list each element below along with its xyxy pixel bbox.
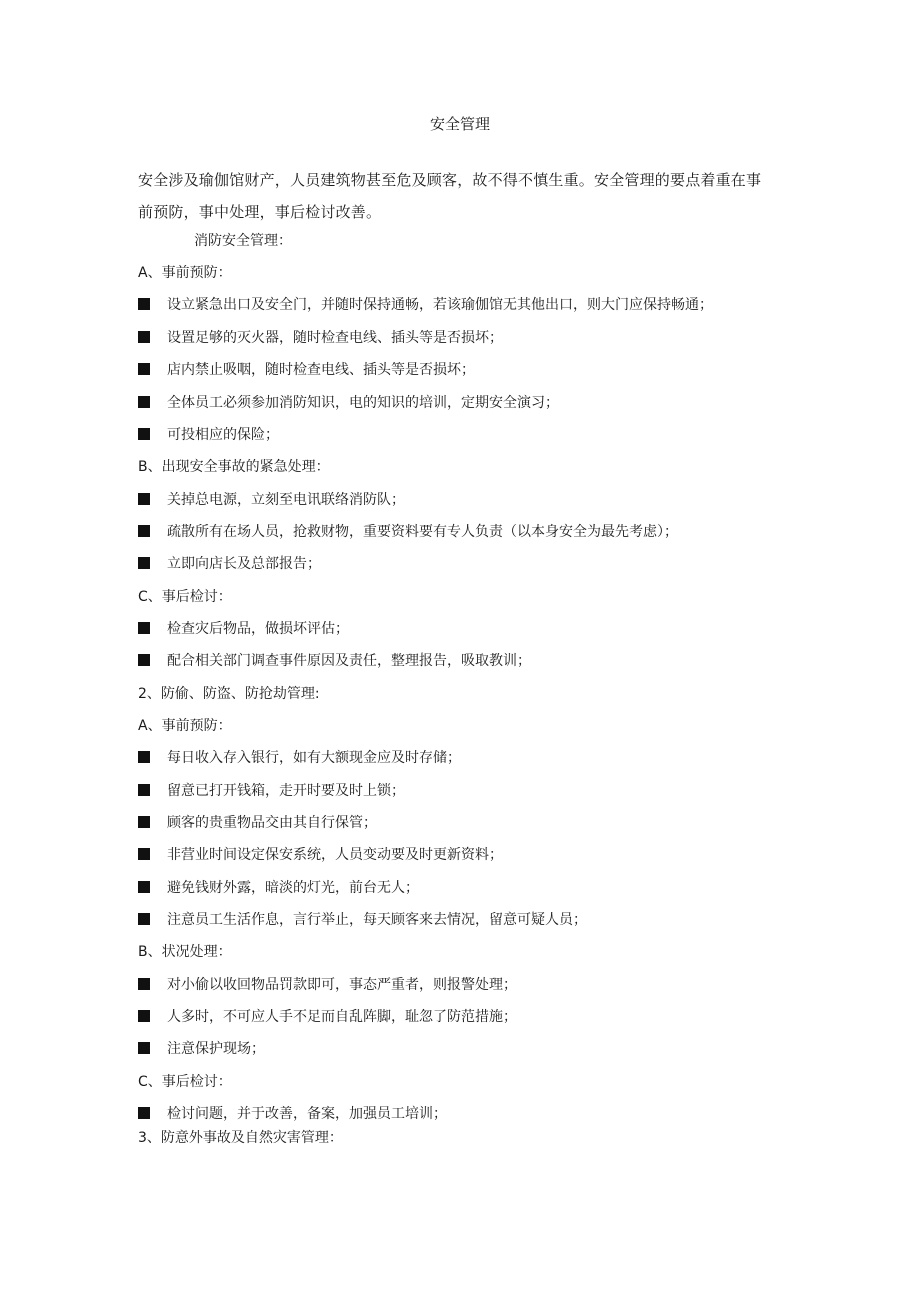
subheading-review: C、事后检讨： bbox=[138, 589, 232, 605]
list-item: 检讨问题，并于改善，备案，加强员工培训； bbox=[138, 1103, 447, 1125]
subheading-emergency: B、出现安全事故的紧急处理： bbox=[138, 459, 330, 475]
list-item: 疏散所有在场人员，抢救财物，重要资料要有专人负责（以本身安全为最先考虑）； bbox=[138, 521, 678, 543]
list-item: 每日收入存入银行，如有大额现金应及时存储； bbox=[138, 747, 461, 769]
list-item: 检查灾后物品，做损坏评估； bbox=[138, 618, 349, 640]
list-item: 非营业时间设定保安系统，人员变动要及时更新资料； bbox=[138, 844, 503, 866]
square-bullet-icon bbox=[138, 654, 150, 666]
square-bullet-icon bbox=[138, 881, 150, 893]
list-item: 立即向店长及总部报告； bbox=[138, 553, 321, 575]
square-bullet-icon bbox=[138, 557, 150, 569]
intro-line: 前预防，事中处理，事后检讨改善。 bbox=[138, 203, 382, 221]
square-bullet-icon bbox=[138, 396, 150, 408]
square-bullet-icon bbox=[138, 493, 150, 505]
list-item: 避免钱财外露，暗淡的灯光，前台无人； bbox=[138, 877, 419, 899]
square-bullet-icon bbox=[138, 848, 150, 860]
square-bullet-icon bbox=[138, 784, 150, 796]
square-bullet-icon bbox=[138, 428, 150, 440]
list-item: 关掉总电源，立刻至电讯联络消防队； bbox=[138, 489, 405, 511]
section-heading-fire: 消防安全管理： bbox=[194, 233, 292, 249]
section-heading-accident: 3、防意外事故及自然灾害管理： bbox=[138, 1130, 343, 1146]
list-item: 顾客的贵重物品交由其自行保管； bbox=[138, 812, 377, 834]
subheading-prevention: A、事前预防： bbox=[138, 265, 232, 281]
square-bullet-icon bbox=[138, 1107, 150, 1119]
list-item: 配合相关部门调查事件原因及责任，整理报告，吸取教训； bbox=[138, 650, 531, 672]
page-title: 安全管理 bbox=[429, 115, 490, 133]
list-item: 留意已打开钱箱，走开时要及时上锁； bbox=[138, 780, 405, 802]
square-bullet-icon bbox=[138, 913, 150, 925]
section-heading-theft: 2、防偷、防盗、防抢劫管理: bbox=[138, 686, 320, 702]
subheading-handling: B、状况处理： bbox=[138, 944, 232, 960]
square-bullet-icon bbox=[138, 1042, 150, 1054]
square-bullet-icon bbox=[138, 363, 150, 375]
subheading-prevention: A、事前预防： bbox=[138, 718, 232, 734]
subheading-review: C、事后检讨： bbox=[138, 1074, 232, 1090]
list-item: 全体员工必须参加消防知识，电的知识的培训，定期安全演习； bbox=[138, 392, 559, 414]
list-item: 人多时，不可应人手不足而自乱阵脚，耻忽了防范措施； bbox=[138, 1006, 517, 1028]
square-bullet-icon bbox=[138, 751, 150, 763]
list-item: 设置足够的灭火器，随时检查电线、插头等是否损坏； bbox=[138, 327, 503, 349]
square-bullet-icon bbox=[138, 978, 150, 990]
list-item: 注意保护现场； bbox=[138, 1038, 265, 1060]
list-item: 店内禁止吸咽，随时检查电线、插头等是否损坏； bbox=[138, 359, 475, 381]
list-item: 可投相应的保险； bbox=[138, 424, 279, 446]
list-item: 注意员工生活作息，言行举止，每天顾客来去情况，留意可疑人员； bbox=[138, 909, 587, 931]
square-bullet-icon bbox=[138, 622, 150, 634]
list-item: 设立紧急出口及安全门，并随时保持通畅，若该瑜伽馆无其他出口，则大门应保持畅通； bbox=[138, 294, 713, 316]
square-bullet-icon bbox=[138, 331, 150, 343]
intro-paragraph bbox=[138, 164, 778, 228]
list-item: 对小偷以收回物品罚款即可，事态严重者，则报警处理； bbox=[138, 974, 517, 996]
square-bullet-icon bbox=[138, 525, 150, 537]
square-bullet-icon bbox=[138, 1010, 150, 1022]
square-bullet-icon bbox=[138, 816, 150, 828]
intro-line: 安全涉及瑜伽馆财产，人员建筑物甚至危及顾客，故不得不慎生重。安全管理的要点着重在事 bbox=[138, 171, 762, 189]
square-bullet-icon bbox=[138, 298, 150, 310]
